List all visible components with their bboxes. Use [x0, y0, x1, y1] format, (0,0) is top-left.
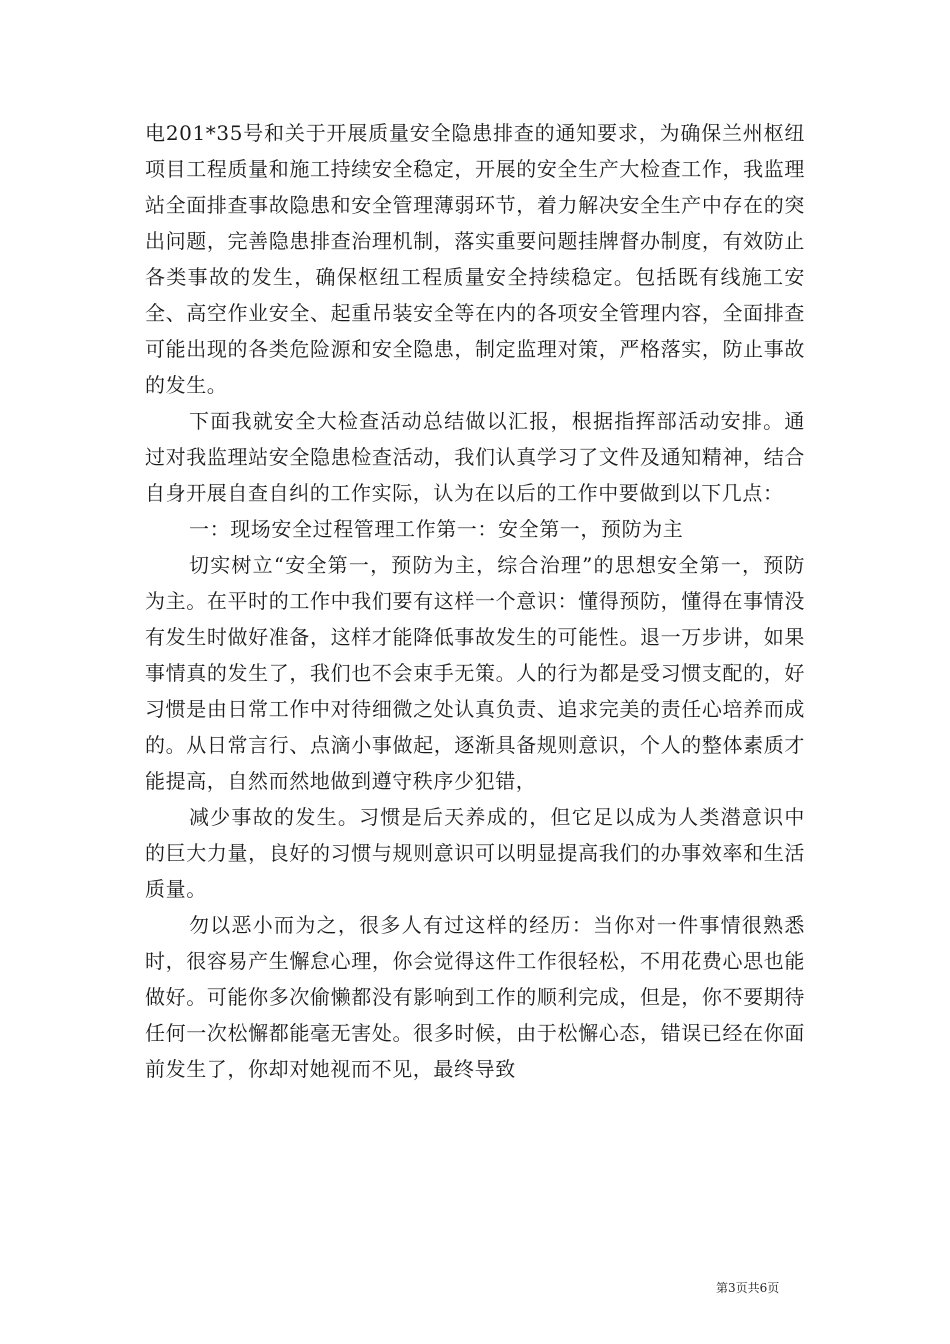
- section-heading: 一：现场安全过程管理工作第一：安全第一，预防为主: [189, 517, 684, 541]
- paragraph-2: 下面我就安全大检查活动总结做以汇报，根据指挥部活动安排。通过对我监理站安全隐患检查活动，我们认真学习了文件及通知精神，结合自身开展自查自纠的工作实际，认为在以后的工作中要做到以下几点：: [145, 409, 805, 505]
- document-body: [145, 115, 805, 1087]
- page-number: 第3页共6页: [716, 1281, 780, 1295]
- paragraph-1: 电201*35号和关于开展质量安全隐患排查的通知要求，为确保兰州枢纽项目工程质量和施工持续安全稳定，开展的安全生产大检查工作，我监理站全面排查事故隐患和安全管理薄弱环节，着力解决安全生产中存在的突出问题，完善隐患排查治理机制，落实重要问题挂牌督办制度，有效防止各类事故的发生，确保枢纽工程质量安全持续稳定。包括既有线施工安全、高空作业安全、起重吊装安全等在内的各项安全管理内容，全面排查可能出现的各类危险源和安全隐患，制定监理对策，严格落实，防止事故的发生。: [145, 121, 805, 397]
- paragraph-5: 勿以恶小而为之，很多人有过这样的经历：当你对一件事情很熟悉时，很容易产生懈怠心理，你会觉得这件工作很轻松，不用花费心思也能做好。可能你多次偷懒都没有影响到工作的顺利完成，但是，你不要期待任何一次松懈都能毫无害处。很多时候，由于松懈心态，错误已经在你面前发生了，你却对她视而不见，最终导致: [145, 913, 805, 1081]
- paragraph-3: 切实树立“安全第一，预防为主，综合治理”的思想安全第一，预防为主。在平时的工作中我们要有这样一个意识：懂得预防，懂得在事情没有发生时做好准备，这样才能降低事故发生的可能性。退一万步讲，如果事情真的发生了，我们也不会束手无策。人的行为都是受习惯支配的，好习惯是由日常工作中对待细微之处认真负责、追求完美的责任心培养而成的。从日常言行、点滴小事做起，逐渐具备规则意识，个人的整体素质才能提高，自然而然地做到遵守秩序少犯错，: [145, 553, 805, 793]
- paragraph-4: 减少事故的发生。习惯是后天养成的，但它足以成为人类潜意识中的巨大力量，良好的习惯与规则意识可以明显提高我们的办事效率和生活质量。: [145, 805, 805, 901]
